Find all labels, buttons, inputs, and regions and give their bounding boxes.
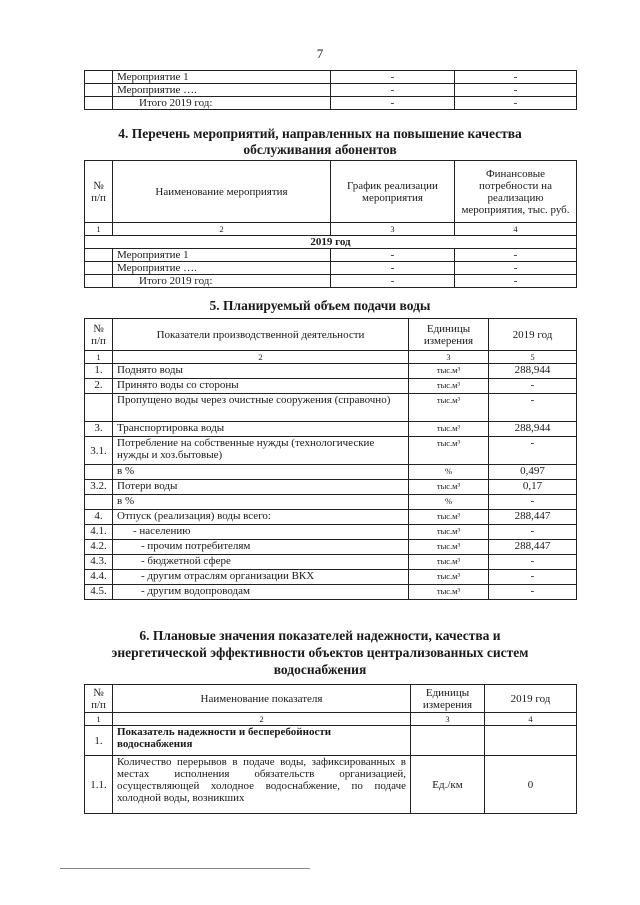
- table-row: [85, 262, 577, 275]
- cell-unit: тыс.м³: [409, 379, 489, 394]
- column-numbers-row: [85, 713, 577, 726]
- header-unit: Единицы измерения: [411, 685, 485, 713]
- cell-num: [85, 84, 113, 97]
- cell-unit: тыс.м³: [409, 437, 489, 465]
- col-number: 4: [455, 223, 577, 236]
- cell-value: 288,447: [489, 540, 577, 555]
- table-row: [85, 364, 577, 379]
- cell-name: в %: [113, 495, 409, 510]
- table-header-row: [85, 685, 577, 713]
- cell-name: - бюджетной сфере: [113, 555, 409, 570]
- cell-name: Пропущено воды через очистные сооружения (справочно): [113, 394, 409, 422]
- cell-value: 0: [485, 756, 577, 814]
- cell-num: [85, 97, 113, 110]
- section-6-title-line2: энергетической эффективности объектов централизованных систем: [111, 645, 529, 660]
- cell-name: Отпуск (реализация) воды всего:: [113, 510, 409, 525]
- table-row: [85, 437, 577, 465]
- table-section-5: [84, 318, 577, 600]
- table-row: [85, 422, 577, 437]
- table-row: [85, 540, 577, 555]
- section-6-title-line3: водоснабжения: [273, 662, 367, 677]
- cell-name: Итого 2019 год:: [113, 275, 331, 288]
- header-year: 2019 год: [489, 319, 577, 351]
- cell-value: -: [489, 585, 577, 600]
- cell-num: 1.1.: [85, 756, 113, 814]
- cell-num: 4.: [85, 510, 113, 525]
- column-numbers-row: [85, 351, 577, 364]
- cell-num: [85, 71, 113, 84]
- cell-schedule: -: [331, 262, 455, 275]
- cell-name: - прочим потребителям: [113, 540, 409, 555]
- col-number: 2: [113, 351, 409, 364]
- col-number: 1: [85, 223, 113, 236]
- cell-num: [85, 465, 113, 480]
- table-row: [85, 465, 577, 480]
- table-header-row: [85, 161, 577, 223]
- cell-finance: -: [455, 249, 577, 262]
- cell-unit: [411, 726, 485, 756]
- header-name: Наименование мероприятия: [113, 161, 331, 223]
- col-number: 3: [331, 223, 455, 236]
- header-name: Показатели производственной деятельности: [113, 319, 409, 351]
- cell-finance: -: [455, 71, 577, 84]
- cell-name: Итого 2019 год:: [113, 97, 331, 110]
- cell-num: 3.: [85, 422, 113, 437]
- col-number: 3: [409, 351, 489, 364]
- cell-name: Количество перерывов в подаче воды, зафиксированных в местах исполнения обязательств организацией, осуществляющей холодное водоснабжение, по подаче холодной воды, возникших: [113, 756, 411, 814]
- cell-value: 288,447: [489, 510, 577, 525]
- section-4-title-line2: обслуживания абонентов: [243, 142, 397, 157]
- table-row: [85, 71, 577, 84]
- table-row: [85, 394, 577, 422]
- cell-name: Потребление на собственные нужды (технологические нужды и хоз.бытовые): [113, 437, 409, 465]
- cell-unit: тыс.м³: [409, 364, 489, 379]
- cell-name: Потери воды: [113, 480, 409, 495]
- cell-value: -: [489, 437, 577, 465]
- cell-num: 1.: [85, 364, 113, 379]
- cell-value: [485, 726, 577, 756]
- cell-name: Мероприятие ….: [113, 262, 331, 275]
- table-row: [85, 275, 577, 288]
- cell-finance: -: [455, 97, 577, 110]
- column-numbers-row: [85, 223, 577, 236]
- cell-name: Транспортировка воды: [113, 422, 409, 437]
- cell-value: 0,497: [489, 465, 577, 480]
- cell-schedule: -: [331, 275, 455, 288]
- cell-num: [85, 275, 113, 288]
- cell-unit: тыс.м³: [409, 570, 489, 585]
- cell-finance: -: [455, 84, 577, 97]
- cell-unit: тыс.м³: [409, 555, 489, 570]
- header-num: № п/п: [85, 685, 113, 713]
- table-row: [85, 84, 577, 97]
- cell-num: [85, 394, 113, 422]
- cell-schedule: -: [331, 249, 455, 262]
- col-number: 1: [85, 713, 113, 726]
- year-label: 2019 год: [85, 236, 577, 249]
- table-row: [85, 379, 577, 394]
- col-number: 4: [485, 713, 577, 726]
- footer-divider: [60, 868, 310, 869]
- header-num: № п/п: [85, 319, 113, 351]
- cell-schedule: -: [331, 97, 455, 110]
- cell-name: Мероприятие ….: [113, 84, 331, 97]
- table-row: [85, 570, 577, 585]
- table-continued: [84, 70, 577, 110]
- cell-unit: тыс.м³: [409, 394, 489, 422]
- table-row: [85, 756, 577, 814]
- cell-unit: тыс.м³: [409, 480, 489, 495]
- cell-schedule: -: [331, 84, 455, 97]
- col-number: 3: [411, 713, 485, 726]
- cell-name: Мероприятие 1: [113, 249, 331, 262]
- cell-value: -: [489, 555, 577, 570]
- header-num: № п/п: [85, 161, 113, 223]
- cell-value: -: [489, 394, 577, 422]
- cell-num: 4.4.: [85, 570, 113, 585]
- cell-finance: -: [455, 262, 577, 275]
- cell-name: Мероприятие 1: [113, 71, 331, 84]
- header-finance: Финансовые потребности на реализацию мероприятия, тыс. руб.: [455, 161, 577, 223]
- table-row: [85, 480, 577, 495]
- cell-schedule: -: [331, 71, 455, 84]
- cell-num: 1.: [85, 726, 113, 756]
- cell-num: [85, 495, 113, 510]
- cell-value: -: [489, 495, 577, 510]
- cell-name: Поднято воды: [113, 364, 409, 379]
- section-4-title: 4. Перечень мероприятий, направленных на повышение качества: [118, 126, 522, 141]
- section-5-title: 5. Планируемый объем подачи воды: [209, 298, 431, 313]
- cell-num: 3.1.: [85, 437, 113, 465]
- table-row: [85, 726, 577, 756]
- table-row: [85, 585, 577, 600]
- section-6-title: 6. Плановые значения показателей надежности, качества и: [139, 628, 501, 643]
- cell-name: Принято воды со стороны: [113, 379, 409, 394]
- cell-name: - другим водопроводам: [113, 585, 409, 600]
- cell-name: - населению: [113, 525, 409, 540]
- cell-num: 4.5.: [85, 585, 113, 600]
- col-number: 2: [113, 713, 411, 726]
- cell-value: -: [489, 525, 577, 540]
- cell-name: в %: [113, 465, 409, 480]
- cell-unit: тыс.м³: [409, 585, 489, 600]
- cell-num: 4.2.: [85, 540, 113, 555]
- cell-unit: тыс.м³: [409, 422, 489, 437]
- col-number: 5: [489, 351, 577, 364]
- cell-finance: -: [455, 275, 577, 288]
- table-row: [85, 495, 577, 510]
- cell-unit: Ед./км: [411, 756, 485, 814]
- header-name: Наименование показателя: [113, 685, 411, 713]
- header-year: 2019 год: [485, 685, 577, 713]
- cell-unit: %: [409, 495, 489, 510]
- cell-value: 0,17: [489, 480, 577, 495]
- table-section-4: [84, 160, 577, 288]
- header-unit: Единицы измерения: [409, 319, 489, 351]
- table-row: [85, 97, 577, 110]
- header-schedule: График реализации мероприятия: [331, 161, 455, 223]
- cell-unit: тыс.м³: [409, 540, 489, 555]
- year-row: [85, 236, 577, 249]
- table-row: [85, 510, 577, 525]
- cell-num: 2.: [85, 379, 113, 394]
- table-row: [85, 249, 577, 262]
- cell-num: [85, 249, 113, 262]
- cell-num: [85, 262, 113, 275]
- cell-num: 4.1.: [85, 525, 113, 540]
- cell-name: Показатель надежности и бесперебойности водоснабжения: [113, 726, 411, 756]
- cell-value: 288,944: [489, 422, 577, 437]
- col-number: 2: [113, 223, 331, 236]
- table-row: [85, 555, 577, 570]
- cell-num: 3.2.: [85, 480, 113, 495]
- cell-value: 288,944: [489, 364, 577, 379]
- table-section-6: [84, 684, 577, 814]
- col-number: 1: [85, 351, 113, 364]
- cell-num: 4.3.: [85, 555, 113, 570]
- cell-name: - другим отраслям организации ВКХ: [113, 570, 409, 585]
- cell-unit: тыс.м³: [409, 525, 489, 540]
- cell-value: -: [489, 379, 577, 394]
- cell-value: -: [489, 570, 577, 585]
- table-row: [85, 525, 577, 540]
- cell-unit: %: [409, 465, 489, 480]
- page-number: 7: [316, 46, 324, 61]
- cell-unit: тыс.м³: [409, 510, 489, 525]
- table-header-row: [85, 319, 577, 351]
